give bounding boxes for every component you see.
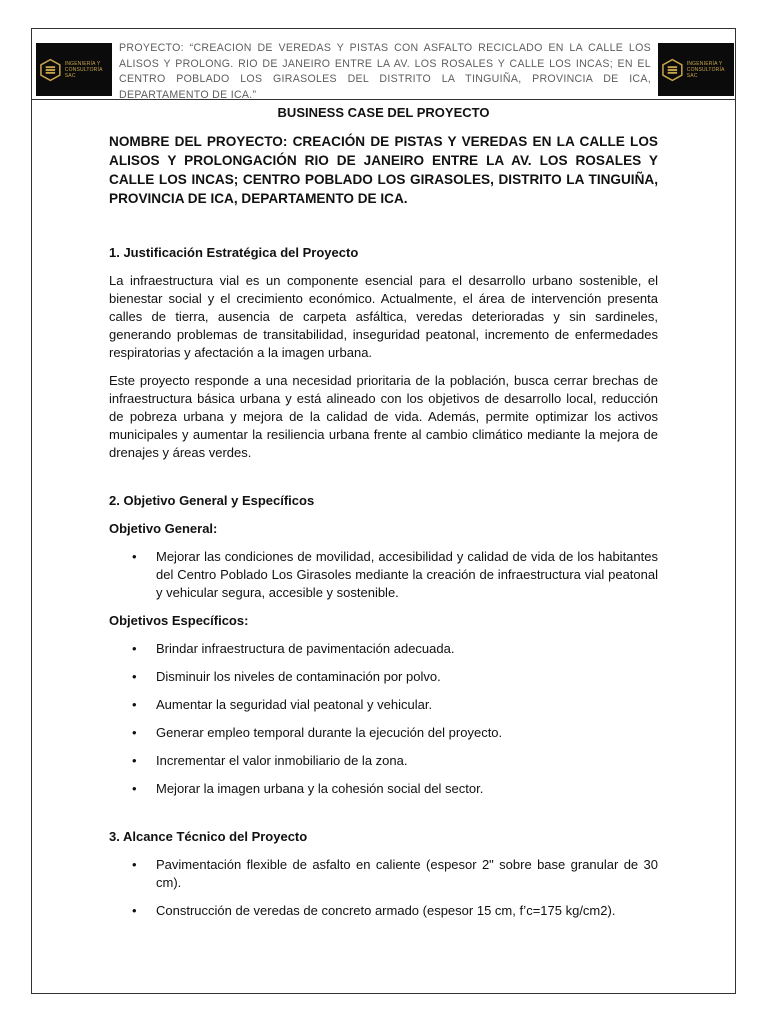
section-heading-objectives: 2. Objetivo General y Específicos [109, 493, 315, 508]
document-body [109, 100, 658, 930]
paragraph: Este proyecto responde a una necesidad prioritaria de la población, busca cerrar brechas de infraestructura básica urbana y está alineado con los objetivos de desarrollo local, reducción de pobreza urbana y mejora de la calidad de vida. Además, permite optimizar los activos municipales y aumentar la resiliencia urbana frente al cambio climático mediante la mejora de drenajes y áreas verdes. [109, 373, 658, 460]
list-item-text: Brindar infraestructura de pavimentación adecuada. [156, 641, 455, 656]
paragraph: La infraestructura vial es un componente esencial para el desarrollo urbano sostenible, el bienestar social y el crecimiento económico. Actualmente, el área de intervención presenta calles de tierra, ausencia de carpeta asfáltica, veredas deterioradas y sin sardineles, generando problemas de transitabilidad, inseguridad peatonal, incremento de enfermedades respiratorias y afectación a la imagen urbana. [109, 273, 658, 360]
logo-caption [65, 61, 112, 79]
bullet-icon: • [132, 669, 137, 684]
logo-caption-line2: CONSULTORÍA SAC [64, 66, 103, 79]
document-title: BUSINESS CASE DEL PROYECTO [277, 105, 490, 120]
logo-caption-line2: CONSULTORÍA SAC [686, 66, 725, 79]
list-item [109, 724, 658, 742]
logo-caption [687, 61, 734, 79]
bullet-icon: • [132, 753, 137, 768]
list-item-text: Disminuir los niveles de contaminación por polvo. [156, 669, 441, 684]
list-item [109, 668, 658, 686]
section-heading-justification: 1. Justificación Estratégica del Proyecto [109, 245, 359, 260]
specific-objectives-list [109, 640, 658, 798]
header-project-text: PROYECTO: “CREACION DE VEREDAS Y PISTAS CON ASFALTO RECICLADO EN LA CALLE LOS ALISOS Y PROLONG. RIO DE JANEIRO ENTRE LA AV. LOS ROSALES Y CALLE LOS INCAS; EN EL CENTRO POBLADO LOS GIRASOLES DEL DISTRITO LA TINGUIÑA, PROVINCIA DE ICA, DEPARTAMENTO DE ICA.” [119, 42, 651, 101]
bullet-icon: • [132, 903, 137, 918]
general-objective-list [109, 548, 658, 602]
list-item-text: Mejorar las condiciones de movilidad, accesibilidad y calidad de vida de los habitantes del Centro Poblado Los Girasoles mediante la creación de infraestructura vial peatonal y vehicular segura, accesible y sostenible. [156, 549, 658, 600]
project-name: NOMBRE DEL PROYECTO: CREACIÓN DE PISTAS Y VEREDAS EN LA CALLE LOS ALISOS Y PROLONGACIÓN RIO DE JANEIRO ENTRE LA AV. LOS ROSALES Y CALLE LOS INCAS; CENTRO POBLADO LOS GIRASOLES, DISTRITO LA TINGUIÑA, PROVINCIA DE ICA, DEPARTAMENTO DE ICA. [109, 134, 658, 206]
bullet-icon: • [132, 641, 137, 656]
list-item [109, 902, 658, 920]
bullet-icon: • [132, 857, 137, 872]
list-item [109, 696, 658, 714]
section-heading-technical-scope: 3. Alcance Técnico del Proyecto [109, 829, 308, 844]
logo-caption-line1: INGENIERÍA Y [686, 60, 723, 67]
list-item [109, 856, 658, 892]
hexagon-logo-icon [40, 58, 61, 82]
company-logo-left [36, 43, 112, 96]
subheading-general-objective: Objetivo General: [109, 521, 218, 536]
list-item [109, 640, 658, 658]
list-item-text: Pavimentación flexible de asfalto en caliente (espesor 2" sobre base granular de 30 cm). [156, 857, 658, 890]
bullet-icon: • [132, 725, 137, 740]
list-item [109, 780, 658, 798]
bullet-icon: • [132, 549, 137, 564]
logo-caption-line1: INGENIERÍA Y [64, 60, 101, 67]
page-header [32, 29, 735, 100]
company-logo-right [658, 43, 734, 96]
bullet-icon: • [132, 697, 137, 712]
bullet-icon: • [132, 781, 137, 796]
list-item [109, 548, 658, 602]
list-item-text: Aumentar la seguridad vial peatonal y vehicular. [156, 697, 433, 712]
hexagon-logo-icon [662, 58, 683, 82]
list-item-text: Incrementar el valor inmobiliario de la zona. [156, 753, 408, 768]
list-item [109, 752, 658, 770]
technical-scope-list [109, 856, 658, 920]
subheading-specific-objectives: Objetivos Específicos: [109, 613, 249, 628]
list-item-text: Mejorar la imagen urbana y la cohesión social del sector. [156, 781, 484, 796]
list-item-text: Generar empleo temporal durante la ejecución del proyecto. [156, 725, 503, 740]
list-item-text: Construcción de veredas de concreto armado (espesor 15 cm, f’c=175 kg/cm2). [156, 903, 616, 918]
